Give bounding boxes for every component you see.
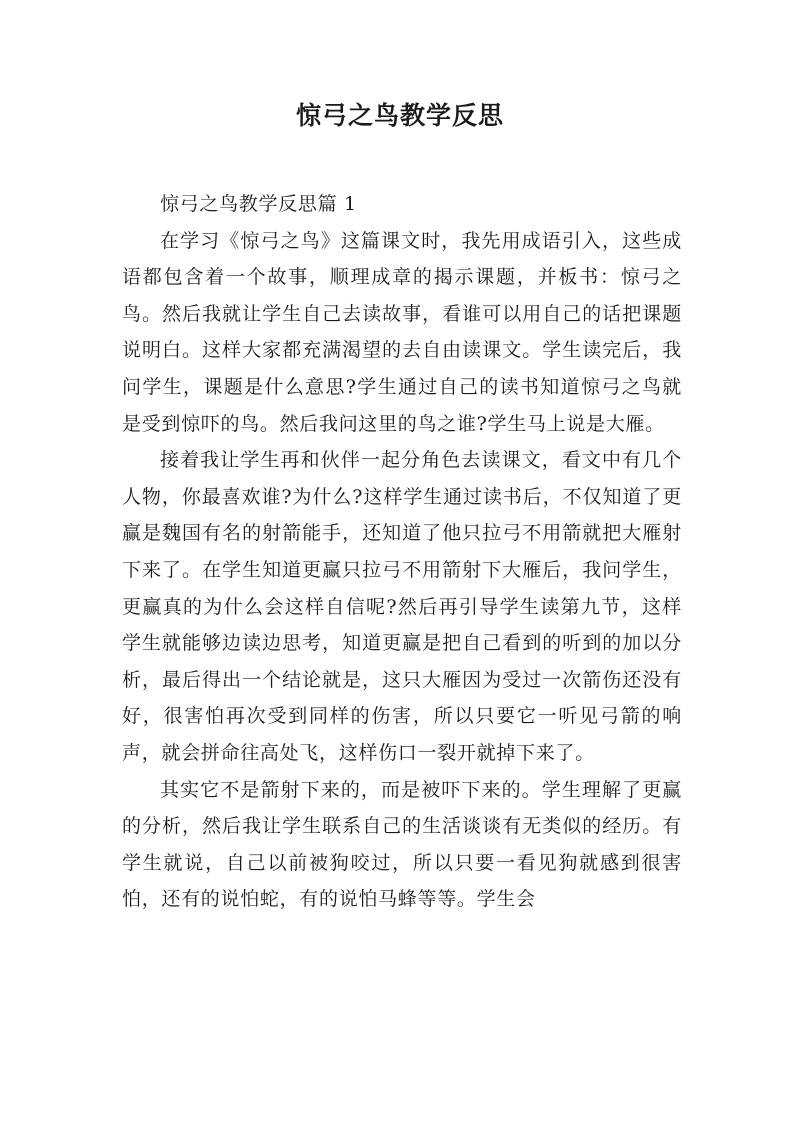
paragraph-1: 在学习《惊弓之鸟》这篇课文时，我先用成语引入，这些成语都包含着一个故事，顺理成章的揭示课题，并板书：惊弓之鸟。然后我就让学生自己去读故事，看谁可以用自己的话把课题说明白。这样大家都充满渴望的去自由读课文。学生读完后，我问学生，课题是什么意思?学生通过自己的读书知道惊弓之鸟就是受到惊吓的鸟。然后我问这里的鸟之谁?学生马上说是大雁。 — [122, 229, 682, 435]
section-heading: 惊弓之鸟教学反思篇 1 — [160, 193, 357, 215]
page-title: 惊弓之鸟教学反思 — [295, 101, 504, 130]
paragraph-3: 其实它不是箭射下来的，而是被吓下来的。学生理解了更赢的分析，然后我让学生联系自己的生活谈谈有无类似的经历。有学生就说，自己以前被狗咬过，所以只要一看见狗就感到很害怕，还有的说怕蛇，有的说怕马蜂等等。学生会 — [122, 778, 682, 911]
paragraph-2: 接着我让学生再和伙伴一起分角色去读课文，看文中有几个人物，你最喜欢谁?为什么?这样学生通过读书后，不仅知道了更赢是魏国有名的射箭能手，还知道了他只拉弓不用箭就把大雁射下来了。在学生知道更赢只拉弓不用箭射下大雁后，我问学生，更赢真的为什么会这样自信呢?然后再引导学生读第九节，这样学生就能够边读边思考，知道更赢是把自己看到的听到的加以分析，最后得出一个结论就是，这只大雁因为受过一次箭伤还没有好，很害怕再次受到同样的伤害，所以只要它一听见弓箭的响声，就会拼命往高处飞，这样伤口一裂开就掉下来了。 — [122, 449, 682, 764]
document-body — [122, 186, 682, 918]
